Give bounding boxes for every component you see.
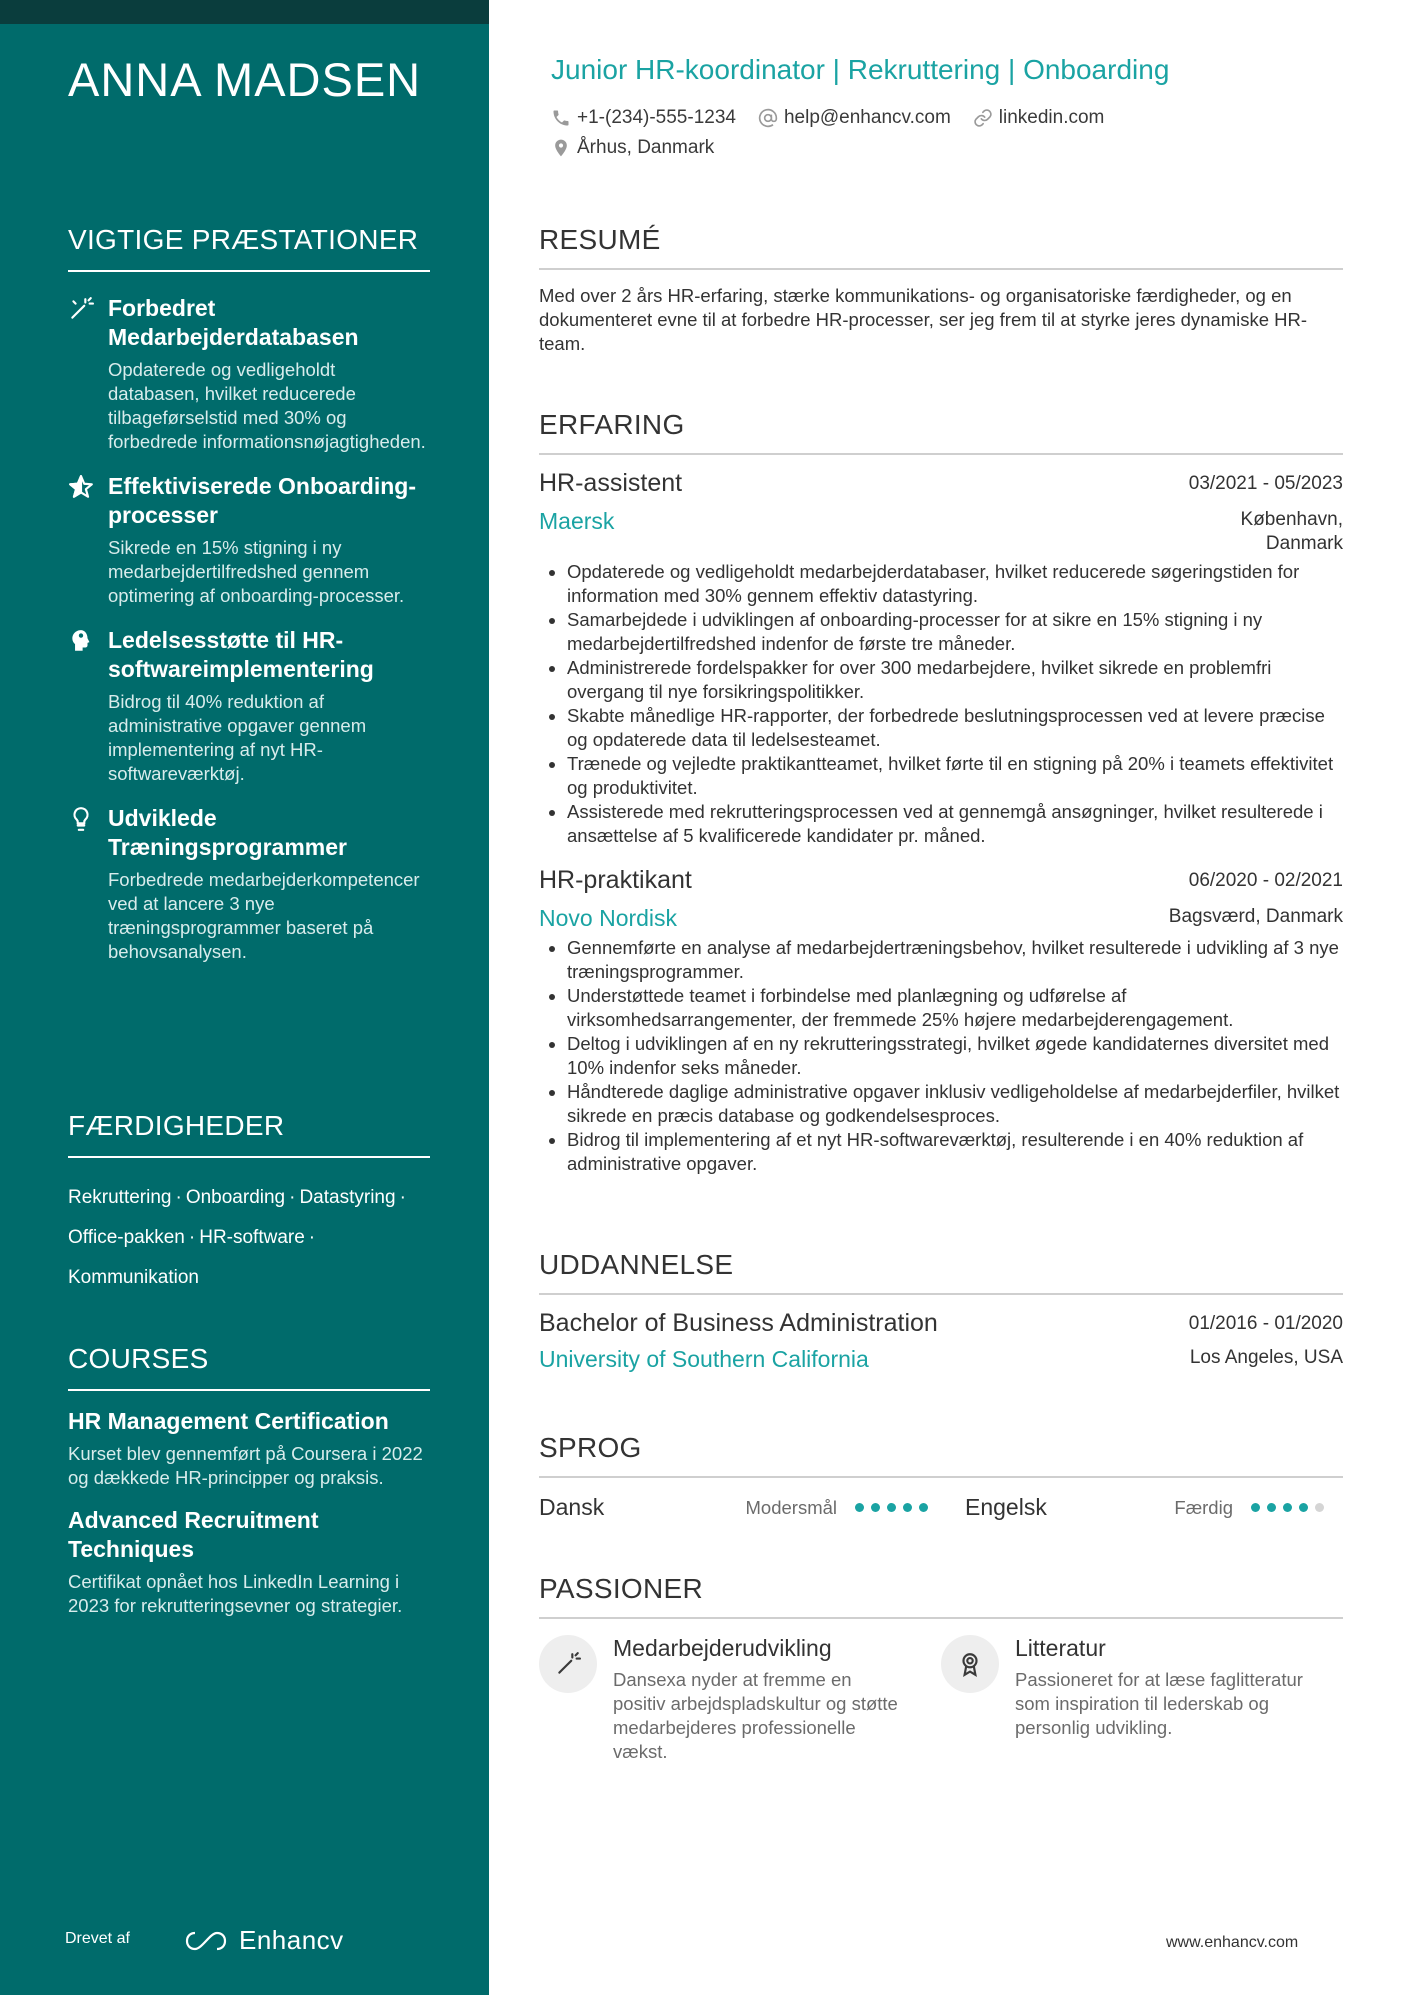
job-bullet: • Håndterede daglige administrative opgaver inklusiv vedligeholdelse af medarbejderfiler, hvilket sikrede en præcis database og godkendelsesproces. <box>567 1080 1343 1128</box>
language-name: Engelsk <box>965 1494 1047 1520</box>
school-name: University of Southern California <box>539 1346 869 1372</box>
phone-icon <box>551 108 571 128</box>
achievement-item <box>68 626 430 786</box>
summary-text: Med over 2 års HR-erfaring, stærke kommunikations- og organisatoriske færdigheder, og en dokumenteret evne til at forbedre HR-processer, ser jeg frem til at styrke jeres dynamiske HR-team. <box>539 285 1308 354</box>
wand-icon <box>555 1651 581 1677</box>
at-icon <box>758 108 778 128</box>
brain-icon <box>68 628 94 654</box>
job-bullets <box>539 560 1343 848</box>
achievement-title: Udviklede Træningsprogrammer <box>108 805 347 860</box>
sidebar <box>0 0 489 1995</box>
course-title: Advanced Recruitment Techniques <box>68 1507 319 1562</box>
brand-name: Enhancv <box>239 1925 344 1955</box>
education-section <box>539 1249 1343 1373</box>
achievement-desc: Opdaterede og vedligeholdt databasen, hvilket reducerede tilbageførselstid med 30% og forbedrede informationsnøjagtigheden. <box>108 359 426 452</box>
passion-item <box>941 1635 1343 1764</box>
job-bullet: • Administrerede fordelspakker for over 300 medarbejdere, hvilket sikrede en problemfri overgang til nye forsikringspolitikker. <box>567 656 1343 704</box>
course-desc: Kurset blev gennemført på Coursera i 2022 og dækkede HR-principper og praksis. <box>68 1443 423 1488</box>
job-title: HR-assistent <box>539 469 683 497</box>
job-entry <box>539 866 1343 1176</box>
job-bullet: • Trænede og vejledte praktikantteamet, hvilket førte til en stigning på 20% i teamets effektivitet og produktivitet. <box>567 752 1343 800</box>
courses-heading: COURSES <box>68 1343 430 1391</box>
languages-heading: SPROG <box>539 1432 1343 1478</box>
achievement-item <box>68 294 430 454</box>
course-item <box>68 1407 430 1490</box>
experience-section <box>539 409 1343 1176</box>
achievement-title: Ledelsesstøtte til HR-softwareimplementering <box>108 627 374 682</box>
languages-section <box>539 1432 1343 1521</box>
contact-row <box>551 107 1104 129</box>
job-bullet: • Understøttede teamet i forbindelse med planlægning og udførelse af virksomhedsarrangementer, der fremmede 25% højere medarbejderengagement. <box>567 984 1343 1032</box>
education-dates: 01/2016 - 01/2020 <box>1188 1313 1343 1334</box>
passions-heading: PASSIONER <box>539 1573 1343 1619</box>
languages-row <box>539 1494 1343 1521</box>
job-location-line: Danmark <box>1265 533 1343 554</box>
contact-email[interactable] <box>758 107 951 129</box>
candidate-name: ANNA MADSEN <box>68 53 422 106</box>
skill-item: Datastyring <box>299 1187 396 1208</box>
job-title: HR-praktikant <box>539 866 692 894</box>
job-bullets <box>539 936 1343 1176</box>
achievement-title: Effektiviserede Onboarding-processer <box>108 473 417 528</box>
rating-dot <box>1299 1503 1308 1512</box>
achievement-item <box>68 804 430 964</box>
rating-dot <box>871 1503 880 1512</box>
powered-by-label: Drevet af <box>65 1930 130 1947</box>
course-desc: Certifikat opnået hos LinkedIn Learning i 2023 for rekrutteringsevner og strategier. <box>68 1571 403 1616</box>
skills-section <box>68 1110 430 1298</box>
job-location <box>1241 508 1343 556</box>
language-rating <box>855 1503 928 1512</box>
linkedin-text: linkedin.com <box>998 107 1105 128</box>
star-icon <box>68 474 94 500</box>
skill-item: Rekruttering <box>68 1187 172 1208</box>
link-icon <box>973 108 993 128</box>
passion-icon-circle <box>941 1635 999 1693</box>
location-text: Århus, Danmark <box>577 137 715 158</box>
passion-icon-circle <box>539 1635 597 1693</box>
passions-section <box>539 1573 1343 1764</box>
rating-dot <box>855 1503 864 1512</box>
summary-section <box>539 224 1343 356</box>
skills-line: Rekruttering · Onboarding · Datastyring · <box>68 1187 406 1208</box>
language-level: Færdig <box>1174 1496 1233 1518</box>
achievement-desc: Sikrede en 15% stigning i ny medarbejdertilfredshed gennem optimering af onboarding-processer. <box>108 537 405 606</box>
skill-item: HR-software <box>199 1227 305 1248</box>
degree-title: Bachelor of Business Administration <box>539 1309 938 1337</box>
skill-item: Onboarding <box>185 1187 286 1208</box>
job-bullet: • Bidrog til implementering af et nyt HR-softwareværktøj, resulterende i en 40% reduktion af administrative opgaver. <box>567 1128 1343 1176</box>
passion-title: Litteratur <box>1015 1635 1106 1661</box>
company-name: Novo Nordisk <box>539 905 678 931</box>
job-bullet: • Assisterede med rekrutteringsprocessen ved at gennemgå ansøgninger, hvilket resulterede i ansættelse af 5 kvalificerede kandidater pr. måned. <box>567 800 1343 848</box>
skills-list <box>68 1178 430 1298</box>
job-dates: 06/2020 - 02/2021 <box>1188 870 1343 891</box>
achievement-title: Forbedret Medarbejderdatabasen <box>108 295 359 350</box>
job-dates: 03/2021 - 05/2023 <box>1188 473 1343 494</box>
job-bullet: • Deltog i udviklingen af en ny rekrutteringsstrategi, hvilket øgede kandidaternes diversitet med 10% indenfor seks måneder. <box>567 1032 1343 1080</box>
location-pin-icon <box>551 138 571 158</box>
website-link[interactable]: www.enhancv.com <box>1166 1934 1299 1951</box>
skill-item: Office-pakken <box>68 1227 185 1248</box>
passions-row <box>539 1635 1343 1764</box>
rating-dot <box>1283 1503 1292 1512</box>
rating-dot <box>919 1503 928 1512</box>
job-bullet: • Samarbejdede i udviklingen af onboarding-processer for at sikre en 15% stigning i ny medarbejdertilfredshed indenfor de første tre måneder. <box>567 608 1343 656</box>
course-title: HR Management Certification <box>68 1408 389 1434</box>
rating-dot <box>1267 1503 1276 1512</box>
skill-item: Kommunikation <box>68 1267 199 1288</box>
lightbulb-icon <box>68 806 94 832</box>
achievements-heading: VIGTIGE PRÆSTATIONER <box>68 224 430 272</box>
language-level: Modersmål <box>745 1496 837 1518</box>
skills-line <box>68 1258 430 1298</box>
summary-heading: RESUMÉ <box>539 224 1343 270</box>
passion-desc: Dansexa nyder at fremme en positiv arbejdspladskultur og støtte medarbejderes professionelle vækst. <box>613 1669 898 1762</box>
language-item <box>965 1494 1343 1521</box>
achievement-item <box>68 472 430 608</box>
passion-title: Medarbejderudvikling <box>613 1635 832 1661</box>
course-item <box>68 1506 430 1618</box>
courses-section <box>68 1343 430 1618</box>
contact-phone[interactable] <box>551 107 736 129</box>
language-rating <box>1251 1503 1324 1512</box>
company-name: Maersk <box>539 508 615 534</box>
headline: Junior HR-koordinator | Rekruttering | Onboarding <box>551 54 1170 85</box>
passion-item <box>539 1635 941 1764</box>
rating-dot <box>903 1503 912 1512</box>
rating-dot <box>887 1503 896 1512</box>
skills-heading: FÆRDIGHEDER <box>68 1110 430 1158</box>
education-heading: UDDANNELSE <box>539 1249 1343 1295</box>
achievement-desc: Bidrog til 40% reduktion af administrative opgaver gennem implementering af nyt HR-softwareværktøj. <box>108 691 367 784</box>
job-location-line: København, <box>1240 509 1343 530</box>
education-location: Los Angeles, USA <box>1189 1347 1343 1368</box>
job-bullet: • Gennemførte en analyse af medarbejdertræningsbehov, hvilket resulterede i udvikling af 3 nye træningsprogrammer. <box>567 936 1343 984</box>
email-text: help@enhancv.com <box>783 107 951 128</box>
experience-heading: ERFARING <box>539 409 1343 455</box>
language-name: Dansk <box>539 1494 605 1520</box>
sidebar-top-bar <box>0 0 489 24</box>
job-location <box>1169 905 1343 929</box>
job-location-line: Bagsværd, Danmark <box>1168 906 1343 927</box>
contact-location <box>551 137 714 159</box>
skills-line: Office-pakken · HR-software · <box>68 1227 316 1248</box>
rating-dot <box>1315 1503 1324 1512</box>
phone-text: +1-(234)-555-1234 <box>577 107 736 128</box>
contact-linkedin[interactable] <box>973 107 1105 129</box>
wand-icon <box>68 296 94 322</box>
achievements-section <box>68 224 430 964</box>
award-icon <box>957 1651 983 1677</box>
passion-desc: Passioneret for at læse faglitteratur som inspiration til lederskab og personlig udvikling. <box>1015 1669 1303 1738</box>
job-bullet: • Skabte månedlige HR-rapporter, der forbedrede beslutningsprocessen ved at levere præcise og opdaterede data til ledelsesteamet. <box>567 704 1343 752</box>
infinity-logo-icon <box>183 1929 229 1953</box>
achievement-desc: Forbedrede medarbejderkompetencer ved at lancere 3 nye træningsprogrammer baseret på behovsanalysen. <box>108 869 420 962</box>
rating-dot <box>1251 1503 1260 1512</box>
job-entry <box>539 469 1343 848</box>
language-item <box>539 1494 965 1521</box>
enhancv-logo[interactable] <box>183 1925 344 1956</box>
contact-row-2 <box>551 137 714 159</box>
job-bullet: • Opdaterede og vedligeholdt medarbejderdatabaser, hvilket reducerede søgeringstiden for information med 30% gennem effektiv datastyring. <box>567 560 1343 608</box>
